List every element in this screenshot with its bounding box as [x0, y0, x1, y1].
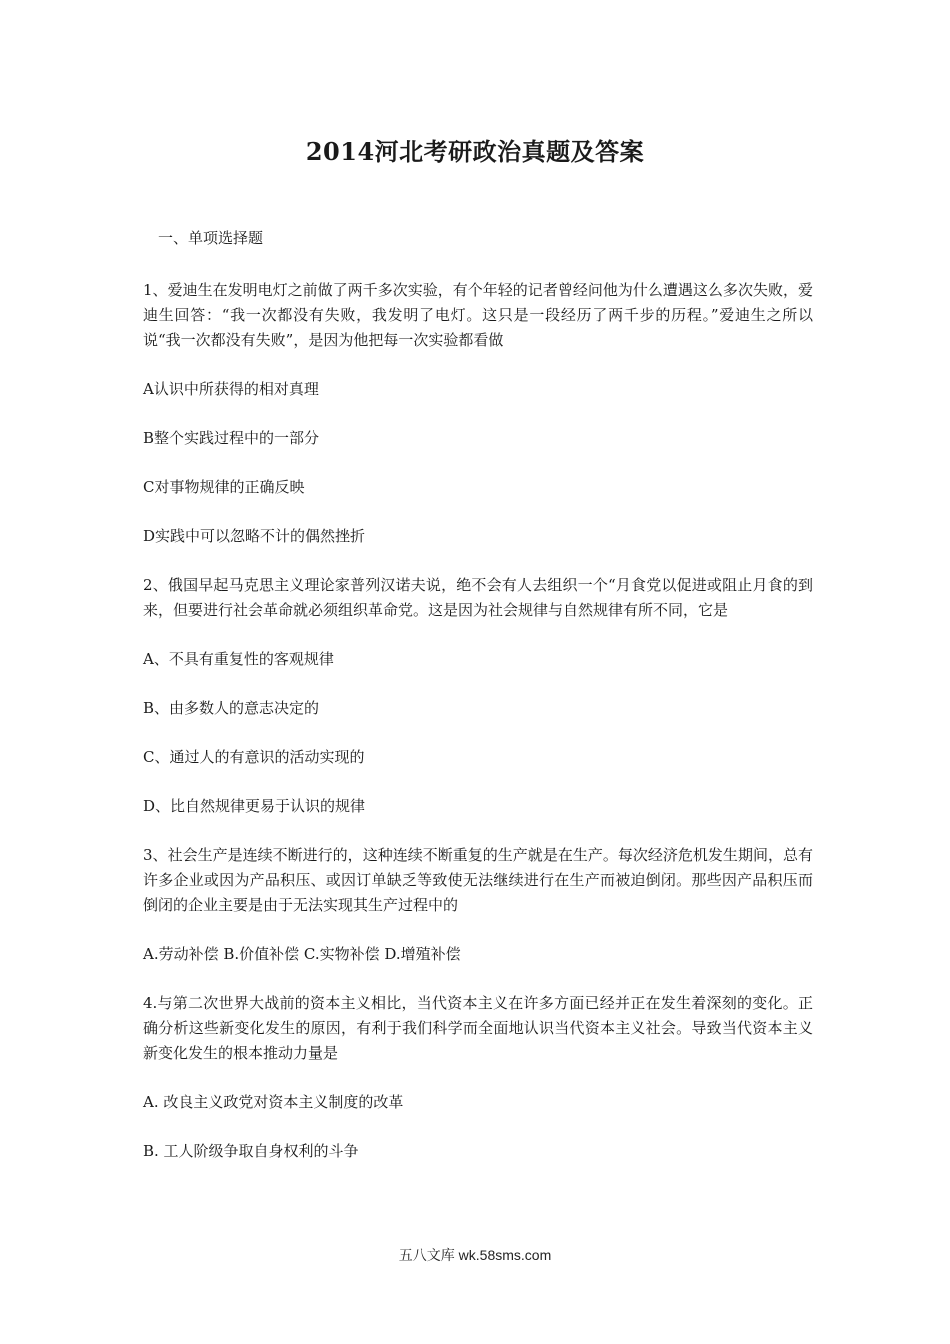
question-1-option-b: B整个实践过程中的一部分: [143, 429, 320, 447]
question-2-stem: 2、俄国早起马克思主义理论家普列汉诺夫说，绝不会有人去组织一个“月食党以促进或阻止月食的到来，但要进行社会革命就必须组织革命党。这是因为社会规律与自然规律有所不同，它是: [143, 576, 813, 619]
question-1-option-d: D实践中可以忽略不计的偶然挫折: [143, 527, 366, 545]
question-4-option-b: B. 工人阶级争取自身权利的斗争: [143, 1142, 359, 1160]
question-2-option-b: B、由多数人的意志决定的: [143, 699, 320, 717]
question-2-option-d: D、比自然规律更易于认识的规律: [143, 797, 366, 815]
question-1-option-c: C对事物规律的正确反映: [143, 478, 305, 496]
question-3-options: A.劳动补偿 B.价值补偿 C.实物补偿 D.增殖补偿: [143, 945, 461, 963]
question-3-stem: 3、社会生产是连续不断进行的，这种连续不断重复的生产就是在生产。每次经济危机发生期间，总有许多企业或因为产品积压、或因订单缺乏等致使无法继续进行在生产而被迫倒闭。那些因产品积压而倒闭的企业主要是由于无法实现其生产过程中的: [143, 846, 813, 914]
question-2-option-c: C、通过人的有意识的活动实现的: [143, 748, 365, 766]
question-1-option-a: A认识中所获得的相对真理: [143, 380, 319, 398]
document-title: 2014河北考研政治真题及答案: [305, 137, 645, 166]
question-4-option-a: A. 改良主义政党对资本主义制度的改革: [143, 1093, 404, 1111]
question-1-stem: 1、爱迪生在发明电灯之前做了两千多次实验，有个年轻的记者曾经问他为什么遭遇这么多次失败，爱迪生回答：“我一次都没有失败，我发明了电灯。这只是一段经历了两千步的历程。”爱迪生之所以说“我一次都没有失败”，是因为他把每一次实验都看做: [143, 281, 813, 349]
question-4-stem: 4.与第二次世界大战前的资本主义相比，当代资本主义在许多方面已经并正在发生着深刻的变化。正确分析这些新变化发生的原因，有利于我们科学而全面地认识当代资本主义社会。导致当代资本主义新变化发生的根本推动力量是: [143, 994, 813, 1062]
document-body: [143, 226, 813, 1188]
section-heading: 一、单项选择题: [158, 229, 264, 247]
question-2-option-a: A、不具有重复性的客观规律: [143, 650, 334, 668]
footer-watermark: 五八文库 wk.58sms.com: [398, 1247, 552, 1263]
